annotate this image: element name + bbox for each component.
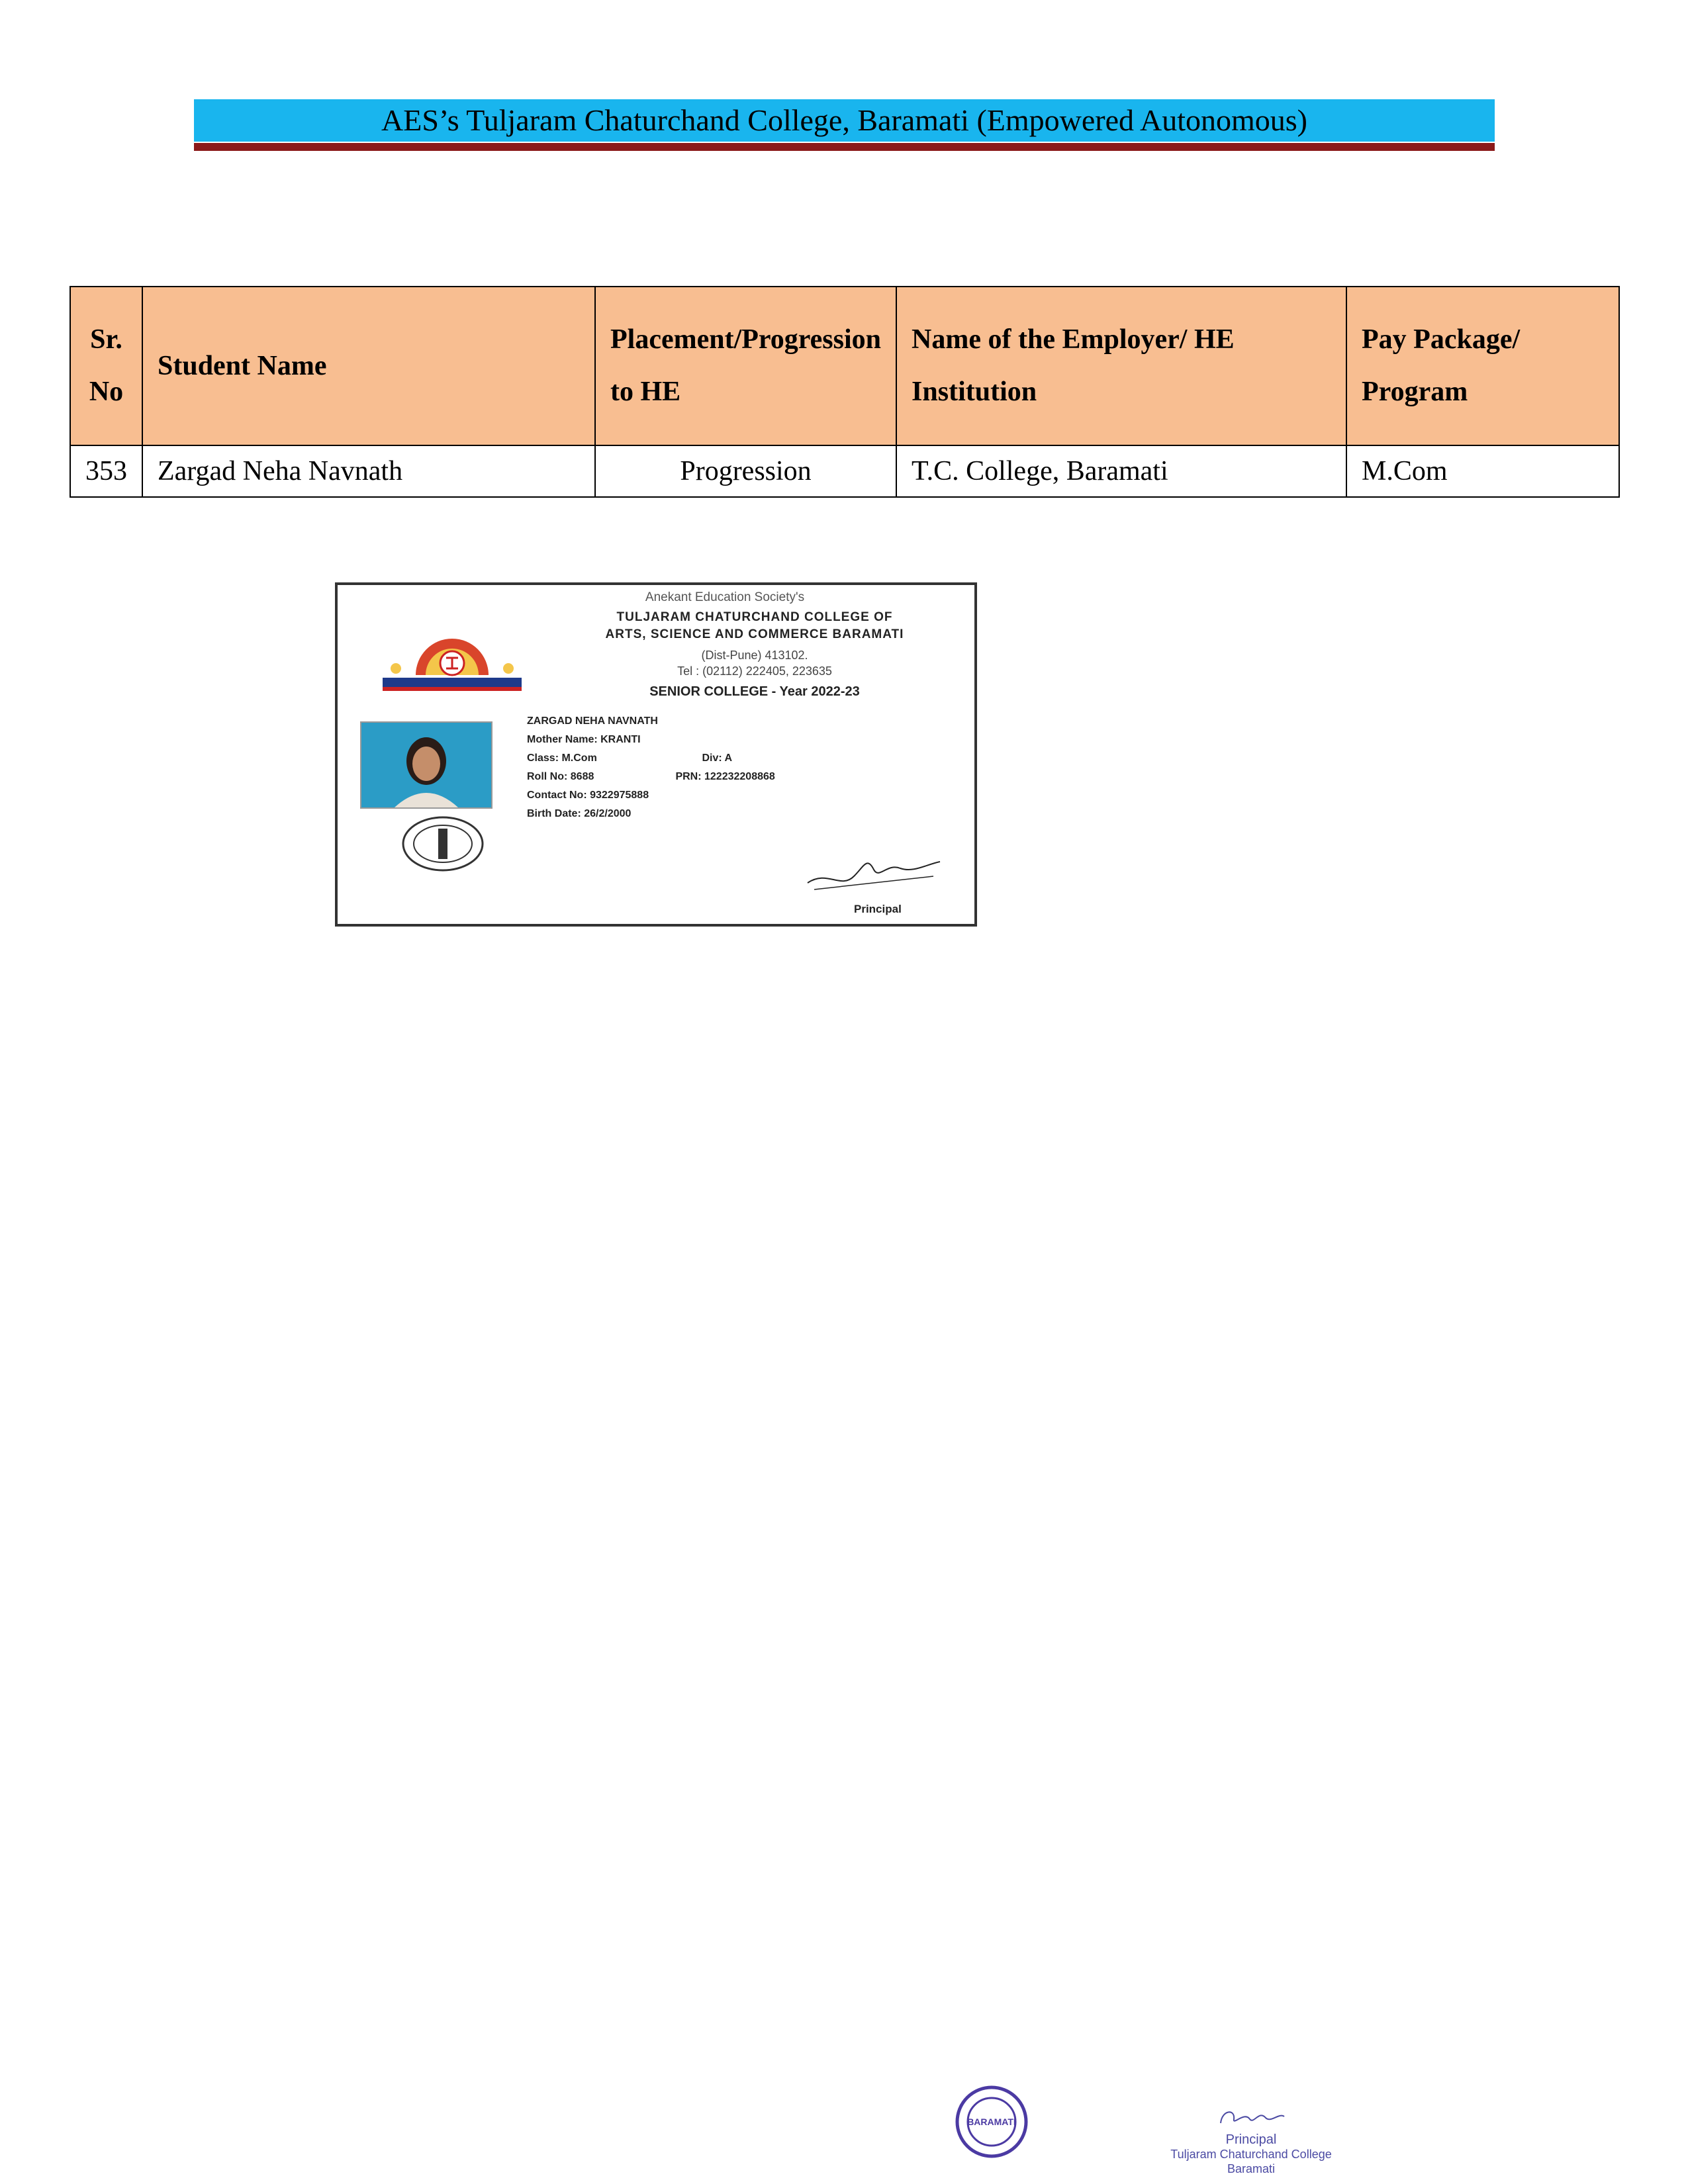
card-class: Class: M.Com bbox=[527, 752, 597, 764]
cell-student-name: Zargad Neha Navnath bbox=[142, 445, 595, 497]
card-class-division bbox=[527, 749, 937, 768]
card-address-line: (Dist-Pune) 413102. bbox=[701, 649, 808, 662]
card-birth-date: Birth Date: 26/2/2000 bbox=[527, 808, 632, 819]
card-college-line1: TULJARAM CHATURCHAND COLLEGE OF bbox=[616, 610, 893, 624]
student-id-card bbox=[335, 582, 977, 927]
college-logo-icon bbox=[369, 623, 535, 696]
cell-employer: T.C. College, Baramati bbox=[896, 445, 1346, 497]
card-mother-name: Mother Name: KRANTI bbox=[527, 734, 641, 745]
column-header-placement-progression: Placement/Progression to HE bbox=[595, 287, 896, 445]
card-student-details bbox=[527, 712, 937, 823]
placement-table bbox=[70, 286, 1620, 498]
card-college-line2: ARTS, SCIENCE AND COMMERCE BARAMATI bbox=[605, 627, 904, 641]
card-division: Div: A bbox=[702, 752, 733, 764]
card-contact: Contact No: 9322975888 bbox=[527, 790, 649, 801]
card-prn: PRN: 122232208868 bbox=[675, 771, 775, 782]
cell-placement-type: Progression bbox=[595, 445, 896, 497]
card-roll-prn bbox=[527, 768, 937, 786]
column-header-student-name: Student Name bbox=[142, 287, 595, 445]
seal-text: BARAMATI bbox=[967, 2116, 1016, 2127]
table-header-row bbox=[70, 287, 1619, 445]
college-round-stamp-icon bbox=[955, 2085, 1029, 2159]
student-photo bbox=[360, 721, 492, 809]
card-session: SENIOR COLLEGE - Year 2022-23 bbox=[649, 684, 860, 699]
card-phone-line: Tel : (02112) 222405, 223635 bbox=[677, 664, 832, 678]
table-row bbox=[70, 445, 1619, 497]
page-header-title: AES’s Tuljaram Chaturchand College, Baramati (Empowered Autonomous) bbox=[194, 99, 1495, 142]
principal-title: Principal bbox=[1225, 2132, 1277, 2147]
column-header-pay-package: Pay Package/ Program bbox=[1346, 287, 1619, 445]
card-roll-no: Roll No: 8688 bbox=[527, 771, 594, 782]
column-header-employer: Name of the Employer/ HE Institution bbox=[896, 287, 1346, 445]
principal-stamp bbox=[1152, 2132, 1350, 2176]
principal-college-name: Tuljaram Chaturchand College bbox=[1170, 2148, 1332, 2161]
card-student-name: ZARGAD NEHA NAVNATH bbox=[527, 715, 658, 727]
cell-sr-no: 353 bbox=[70, 445, 142, 497]
column-header-sr-no: Sr. No bbox=[70, 287, 142, 445]
header-divider bbox=[194, 143, 1495, 151]
card-principal-label: Principal bbox=[854, 903, 902, 915]
principal-college-place: Baramati bbox=[1227, 2162, 1276, 2175]
principal-signature-icon bbox=[1215, 2103, 1288, 2130]
cell-pay-package: M.Com bbox=[1346, 445, 1619, 497]
card-college-name bbox=[556, 609, 953, 643]
card-seal-icon bbox=[400, 814, 486, 874]
card-society-name: Anekant Education Society's bbox=[645, 590, 805, 604]
card-principal-signature-icon bbox=[801, 850, 947, 896]
card-address bbox=[556, 647, 953, 679]
